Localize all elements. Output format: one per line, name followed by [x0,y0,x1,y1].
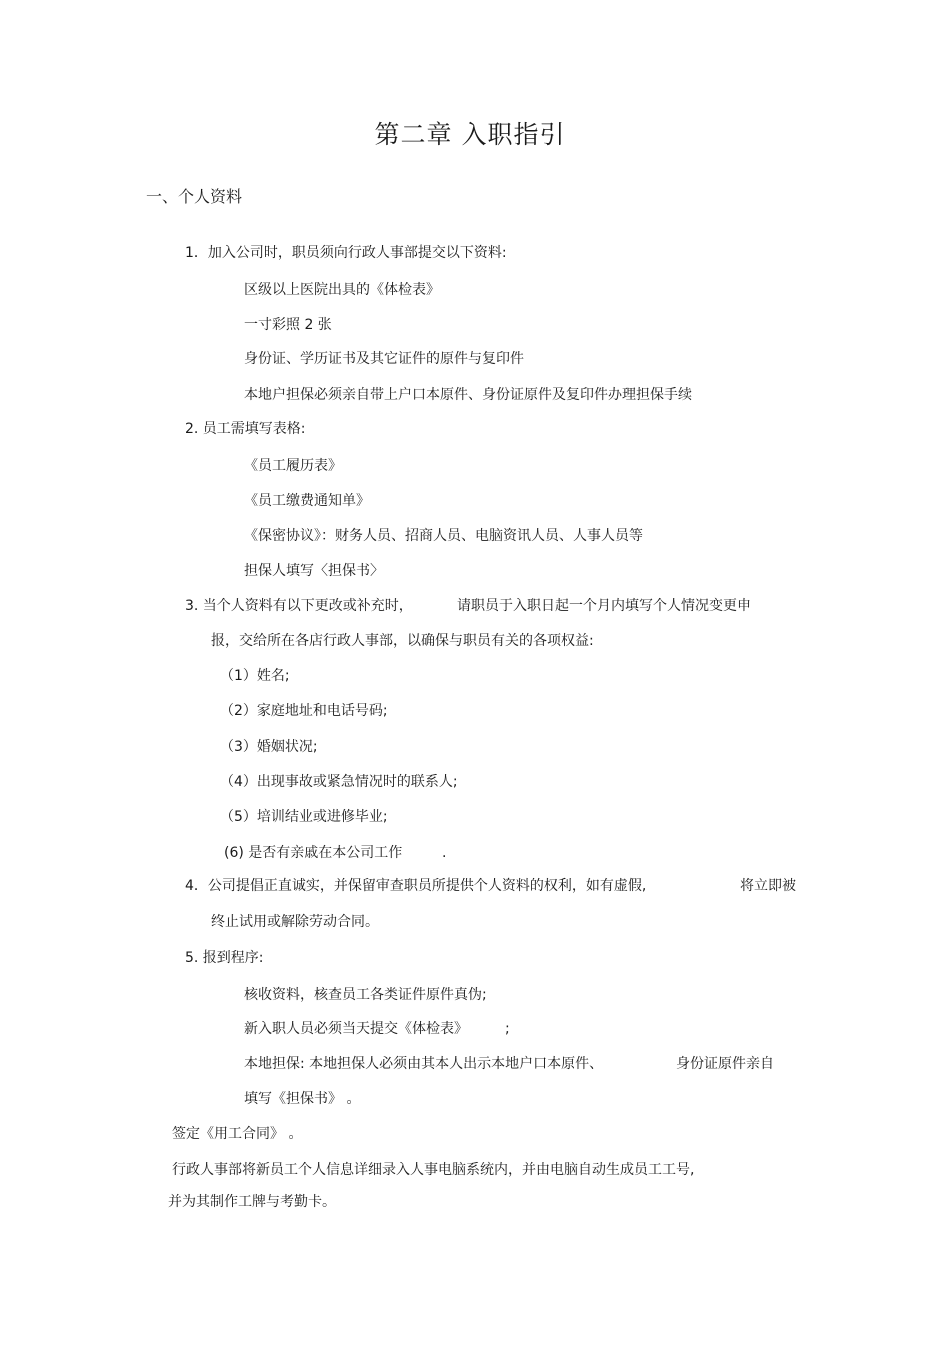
item-3-sub: （1）姓名; [220,668,290,684]
item-5-line-cont: 身份证原件亲自 [676,1056,774,1072]
item-1-line: 区级以上医院出具的《体检表》 [244,282,440,298]
paragraph: 签定《用工合同》 。 [172,1126,303,1142]
paragraph: 并为其制作工牌与考勤卡。 [168,1194,336,1210]
item-4-heading: 4．公司提倡正直诚实，并保留审查职员所提供个人资料的权利，如有虚假, [185,878,647,894]
item-4-heading-cont: 将立即被 [740,878,796,894]
item-3-sub: （4）出现事故或紧急情况时的联系人; [220,774,458,790]
item-2-line: 《员工缴费通知单》 [244,493,370,509]
item-2-heading: 2. 员工需填写表格: [185,421,306,437]
item-3-sub: （2）家庭地址和电话号码; [220,703,388,719]
item-4-heading-wrap: 终止试用或解除劳动合同。 [211,914,379,930]
section-heading: 一、个人资料 [146,187,243,206]
item-5-line-cont: ; [505,1021,510,1037]
paragraph: 行政人事部将新员工个人信息详细录入人事电脑系统内，并由电脑自动生成员工工号, [172,1162,695,1178]
item-1-line: 一寸彩照 2 张 [244,317,332,333]
item-1-heading: 1．加入公司时，职员须向行政人事部提交以下资料: [185,245,507,261]
chapter-title: 第二章 入职指引 [374,120,566,149]
item-3-sub: （5）培训结业或进修毕业; [220,809,388,825]
item-3-heading-cont: 请职员于入职日起一个月内填写个人情况变更申 [457,598,751,614]
item-2-line: 担保人填写〈担保书〉 [244,563,384,579]
item-5-heading: 5. 报到程序: [185,950,264,966]
item-3-sub: (6) 是否有亲戚在本公司工作 [224,845,403,861]
item-5-line: 本地担保: 本地担保人必须由其本人出示本地户口本原件、 [244,1056,604,1072]
item-2-line: 《保密协议》：财务人员、招商人员、电脑资讯人员、人事人员等 [244,528,643,544]
item-1-line: 身份证、学历证书及其它证件的原件与复印件 [244,351,524,367]
item-5-line: 填写《担保书》 。 [244,1091,361,1107]
item-3-sub: （3）婚姻状况; [220,739,318,755]
item-1-line: 本地户担保必须亲自带上户口本原件、身份证原件及复印件办理担保手续 [244,387,692,403]
item-3-heading-wrap: 报，交给所在各店行政人事部，以确保与职员有关的各项权益: [211,633,594,649]
item-5-line: 新入职人员必须当天提交《体检表》 [244,1021,468,1037]
item-5-line: 核收资料，核查员工各类证件原件真伪; [244,987,487,1003]
item-2-line: 《员工履历表》 [244,458,342,474]
item-3-heading: 3. 当个人资料有以下更改或补充时， [185,598,413,614]
item-3-sub-period: . [442,845,447,861]
